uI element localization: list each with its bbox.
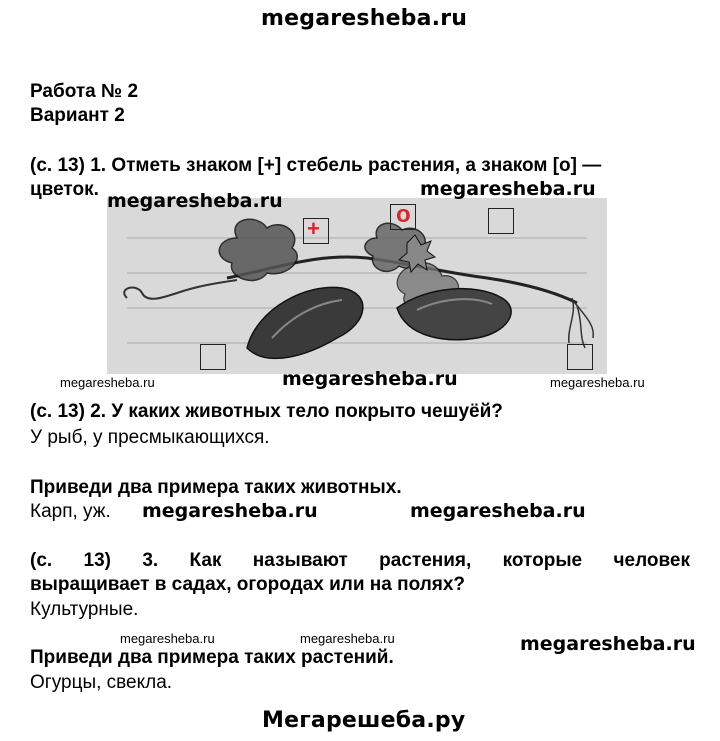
q3-line1: (с. 13) 3. Как называют растения, которые человек [30,550,690,571]
watermark-q3-small-2: megaresheba.ru [300,631,395,646]
circle-mark: o [396,201,411,228]
watermark-q3-small-1: megaresheba.ru [120,631,215,646]
empty-checkbox-bottom-left[interactable] [200,344,226,370]
q2-examples: Карп, уж. [30,501,111,522]
watermark-figure-right: megaresheba.ru [420,178,596,200]
watermark-q3-big: megaresheba.ru [520,633,696,655]
work-title: Работа № 2 [30,81,139,102]
q3-answer: Культурные. [30,599,139,620]
empty-checkbox-bottom-right[interactable] [567,344,593,370]
q2-question: (с. 13) 2. У каких животных тело покрыто чешуёй? [30,401,503,422]
q1-line2: цветок. [30,179,99,200]
cucumber-plant-figure [107,198,607,374]
flower-checkbox[interactable] [390,201,416,230]
variant-title: Вариант 2 [30,105,125,126]
q3-line2: выращивает в садах, огородах или на полях? [30,574,466,595]
plus-mark: + [307,216,320,241]
q3-task: Приведи два примера таких растений. [30,647,394,668]
q2-task: Приведи два примера таких животных. [30,477,402,498]
watermark-answer2-a: megaresheba.ru [142,500,318,522]
stem-checkbox[interactable] [303,218,329,244]
watermark-answer2-b: megaresheba.ru [410,500,586,522]
cucumber-plant-illustration [107,198,607,374]
watermark-top: megaresheba.ru [261,6,468,31]
watermark-below-left: megaresheba.ru [60,375,155,390]
watermark-below-right: megaresheba.ru [550,375,645,390]
watermark-bottom: Мегарешеба.ру [262,708,466,733]
empty-checkbox-top-right[interactable] [488,208,514,234]
q3-examples: Огурцы, свекла. [30,672,173,693]
q2-answer: У рыб, у пресмыкающихся. [30,427,270,448]
watermark-below-center: megaresheba.ru [282,368,458,390]
watermark-figure-left: megaresheba.ru [107,190,283,212]
q1-line1: (с. 13) 1. Отметь знаком [+] стебель растения, а знаком [о] — [30,155,602,176]
